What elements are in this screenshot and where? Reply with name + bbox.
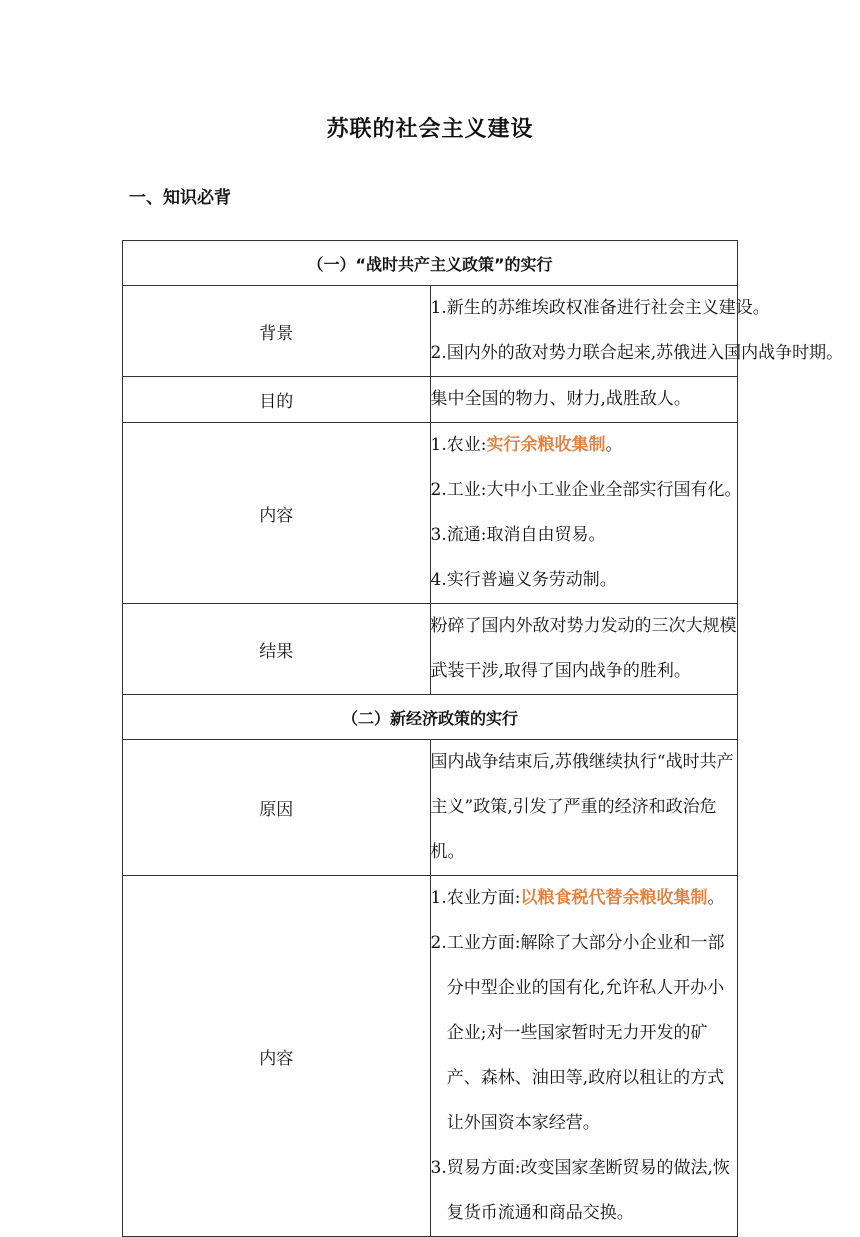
item-prefix: 1.农业: bbox=[430, 435, 487, 455]
table-row-content bbox=[123, 876, 738, 1237]
content-paragraph: 国内战争结束后,苏俄继续执行“战时共产主义”政策,引发了严重的经济和政治危机。 bbox=[430, 752, 734, 862]
table-row-cause bbox=[123, 740, 738, 876]
item-text: 贸易方面:改变国家垄断贸易的做法,恢复货币流通和商品交换。 bbox=[446, 1158, 730, 1223]
content-paragraph: 粉碎了国内外敌对势力发动的三次大规模武装干涉,取得了国内战争的胜利。 bbox=[430, 616, 737, 681]
row-label: 内容 bbox=[123, 423, 431, 604]
row-label: 原因 bbox=[123, 740, 431, 876]
content-item bbox=[431, 921, 738, 1146]
content-line: 1.新生的苏维埃政权准备进行社会主义建设。 bbox=[430, 298, 770, 318]
content-line bbox=[431, 423, 738, 468]
row-content bbox=[430, 740, 738, 876]
row-content bbox=[430, 876, 738, 1237]
content-item bbox=[431, 1146, 738, 1236]
item-text: 工业方面:解除了大部分小企业和一部分中型企业的国有化,允许私人开办小企业;对一些国家暂时无力开发的矿产、森林、油田等,政府以租让的方式让外国资本家经营。 bbox=[446, 933, 725, 1133]
item-prefix: 农业方面: bbox=[446, 888, 521, 908]
item-number: 1. bbox=[430, 888, 447, 908]
content-line: 4.实行普遍义务劳动制。 bbox=[430, 570, 617, 590]
table-row-result bbox=[123, 604, 738, 695]
row-label: 内容 bbox=[123, 876, 431, 1237]
row-content bbox=[430, 286, 844, 377]
row-label: 背景 bbox=[123, 286, 431, 377]
highlighted-term: 实行余粮收集制 bbox=[486, 435, 606, 455]
content-item bbox=[431, 876, 738, 921]
row-content bbox=[430, 604, 738, 695]
knowledge-table bbox=[122, 240, 844, 1237]
page-title: 苏联的社会主义建设 bbox=[326, 117, 534, 142]
highlighted-term: 以粮食税代替余粮收集制 bbox=[520, 888, 708, 908]
row-content bbox=[430, 423, 742, 604]
content-line: 集中全国的物力、财力,战胜敌人。 bbox=[430, 389, 691, 409]
group-heading: （二）新经济政策的实行 bbox=[123, 695, 738, 740]
item-number: 3. bbox=[430, 1158, 447, 1178]
content-line: 2.国内外的敌对势力联合起来,苏俄进入国内战争时期。 bbox=[430, 343, 844, 363]
content-line: 3.流通:取消自由贸易。 bbox=[430, 525, 606, 545]
row-label: 结果 bbox=[123, 604, 431, 695]
section-heading: 一、知识必背 bbox=[129, 188, 231, 208]
group-heading-row bbox=[123, 695, 738, 740]
table-row-content bbox=[123, 423, 738, 604]
table-row-background bbox=[123, 286, 738, 377]
group-heading-row bbox=[123, 241, 738, 286]
content-line: 2.工业:大中小工业企业全部实行国有化。 bbox=[430, 480, 742, 500]
item-suffix: 。 bbox=[707, 888, 725, 908]
group-heading: （一）“战时共产主义政策”的实行 bbox=[123, 241, 738, 286]
item-number: 2. bbox=[430, 933, 447, 953]
table-row-purpose bbox=[123, 377, 738, 423]
row-content bbox=[430, 377, 738, 423]
row-label: 目的 bbox=[123, 377, 431, 423]
item-suffix: 。 bbox=[605, 435, 623, 455]
